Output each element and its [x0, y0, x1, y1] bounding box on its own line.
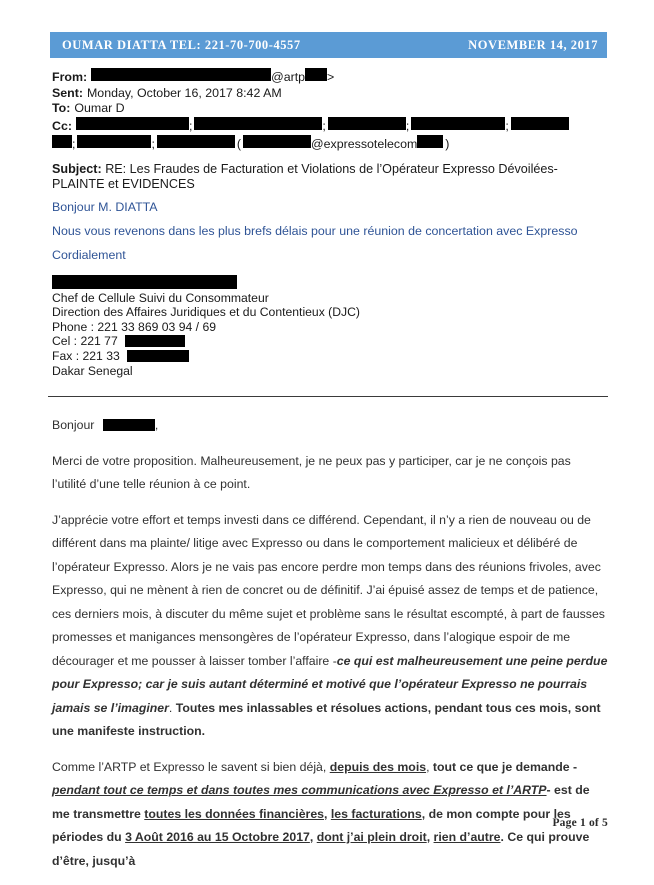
body-p3-bold-italic-underline: pendant tout ce temps et dans toutes mes communications avec Expresso et l’ARTP	[52, 783, 547, 797]
body-p3-part5: ,	[426, 830, 434, 844]
body-p3-part4: ,	[309, 830, 317, 844]
body-paragraph-2	[52, 509, 608, 744]
redaction-cc-6	[52, 135, 72, 148]
signature-cel-prefix: Cel : 221 77	[52, 334, 118, 349]
cc-separator-1: ;	[188, 119, 193, 134]
letterhead-date: NOVEMBER 14, 2017	[468, 37, 598, 52]
header-row-cc	[52, 117, 612, 134]
message-body	[52, 414, 608, 885]
subject-label: Subject:	[52, 162, 102, 176]
body-p2-part1: J’apprécie votre effort et temps investi dans ce différend. Cependant, il n’y a rien de nouveau ou de différent dans ma plainte/ litige avec Expresso ou dans le comportement malicieux et délibéré de l’opérateur Expresso. Alors je ne vais pas encore perdre mon temps dans des réunions frivoles, avec Expresso, qui ne mènent à rien de concret ou de définitif. J’ai épuisé assez de temps et de patience, ces derniers mois, à discuter du même sujet et problème sans le résultat escompté, à part de fausses promesses et manigances mensongères de l’opérateur Expresso, dans l’alogique espoir de me décourager et me pousser à laisser tomber l’affaire -	[52, 512, 605, 668]
redaction-cc-2	[194, 117, 322, 130]
body-p3-bold-3: , de mon compte pour les périodes du	[52, 806, 571, 844]
cc-separator-4: ;	[505, 119, 509, 134]
cc-label: Cc:	[52, 119, 72, 134]
signature-city: Dakar Senegal	[52, 363, 133, 378]
cc-close-paren: )	[445, 137, 450, 152]
body-greeting-row	[52, 414, 608, 438]
redaction-cc-8	[157, 135, 235, 148]
cc-domain: @expressotelecom	[311, 137, 418, 152]
letterhead-contact: OUMAR DIATTA TEL: 221-70-700-4557	[62, 37, 301, 52]
signature-name-row	[52, 275, 472, 291]
body-p3-underline-5: dont j’ai plein droit	[316, 830, 427, 844]
reply-closing: Cordialement	[52, 248, 126, 262]
body-p3-bold-4: . Ce qui prouve d’être, jusqu’à	[52, 830, 590, 868]
body-paragraph-1: Merci de votre proposition. Malheureusement, je ne peux pas y participer, car je ne conçois pas l’utilité d’une telle réunion à ce point.	[52, 453, 571, 491]
body-p3-underline-1: depuis des mois	[329, 759, 427, 774]
redaction-fax-number	[127, 350, 189, 362]
redaction-body-greeting-name	[103, 419, 155, 431]
sent-value: Monday, October 16, 2017 8:42 AM	[86, 85, 282, 100]
reply-greeting: Bonjour M. DIATTA	[52, 200, 158, 214]
header-row-sent	[52, 86, 612, 101]
signature-fax-row	[52, 349, 472, 364]
signature-phone: Phone : 221 33 869 03 94 / 69	[52, 319, 216, 334]
redaction-cel-number	[125, 335, 185, 347]
body-p3-bold-2: - est de me transmettre	[52, 783, 590, 821]
header-row-to	[52, 101, 612, 116]
from-tail: >	[327, 70, 335, 84]
from-label: From:	[52, 70, 88, 84]
sent-label: Sent:	[52, 85, 83, 100]
reply-paragraph: Nous vous revenons dans les plus brefs délais pour une réunion de concertation avec Expresso	[52, 224, 578, 238]
email-header-block	[52, 68, 612, 153]
body-p2-italic-bold: ce qui est malheureusement une peine perdue pour Expresso; car je suis autant déterminé et motivé que l’opérateur Expresso ne pourrais jamais se l’imaginer	[52, 653, 608, 715]
redaction-cc-3	[328, 117, 406, 130]
cc-separator-3: ;	[405, 119, 410, 134]
redaction-cc-7	[77, 135, 151, 148]
redaction-from-domain-suffix	[305, 68, 327, 81]
redaction-cc-4	[411, 117, 505, 130]
cc-separator-2: ;	[322, 119, 326, 134]
body-p3-part1: Comme l’ARTP et Expresso le savent si bien déjà,	[52, 759, 330, 774]
from-domain: @artp	[271, 70, 306, 84]
subject-value: RE: Les Fraudes de Facturation et Violations de l’Opérateur Expresso Dévoilées-PLAINTE et EVIDENCES	[52, 162, 558, 192]
redaction-cc-5	[511, 117, 569, 130]
reply-message-block	[52, 200, 612, 272]
to-value: Oumar D	[74, 101, 125, 116]
body-paragraph-3	[52, 756, 608, 874]
signature-cel-row	[52, 334, 472, 349]
body-p3-part2: ,	[426, 759, 433, 774]
body-greeting: Bonjour	[52, 418, 95, 432]
cc-separator-5: ;	[72, 137, 76, 152]
page-footer: Page 1 of 5	[552, 817, 608, 829]
body-p3-underline-3: les facturations	[330, 806, 422, 821]
body-greeting-comma: ,	[154, 418, 159, 432]
to-label: To:	[52, 101, 71, 116]
redaction-cc-9	[243, 135, 311, 148]
header-row-cc-continued	[52, 135, 612, 152]
letterhead-bar	[50, 32, 607, 58]
redaction-cc-10	[417, 135, 443, 148]
cc-open-paren: (	[236, 137, 242, 152]
body-p3-underline-4: 3 Août 2016 au 15 Octobre 2017	[125, 830, 310, 844]
redaction-from-address	[91, 68, 271, 81]
body-p3-underline-6: rien d’autre	[433, 830, 501, 844]
header-row-from	[52, 68, 612, 85]
redaction-cc-1	[76, 117, 189, 130]
subject-line	[52, 162, 608, 193]
body-p2-bold: Toutes mes inlassables et résolues actions, pendant tous ces mois, sont une manifeste instruction.	[52, 700, 601, 738]
redaction-signature-name	[52, 275, 237, 289]
signature-block	[52, 275, 472, 378]
section-divider	[48, 396, 608, 397]
body-p3-part3: ,	[324, 806, 331, 821]
body-p2-part2: .	[168, 700, 176, 715]
body-p3-underline-2: toutes les données financières	[144, 806, 324, 821]
body-p3-bold-1: tout ce que je demande -	[432, 759, 578, 774]
signature-department: Direction des Affaires Juridiques et du Contentieux (DJC)	[52, 305, 360, 320]
signature-title: Chef de Cellule Suivi du Consommateur	[52, 290, 269, 305]
cc-separator-6: ;	[151, 137, 155, 152]
signature-fax-prefix: Fax : 221 33	[52, 348, 120, 363]
